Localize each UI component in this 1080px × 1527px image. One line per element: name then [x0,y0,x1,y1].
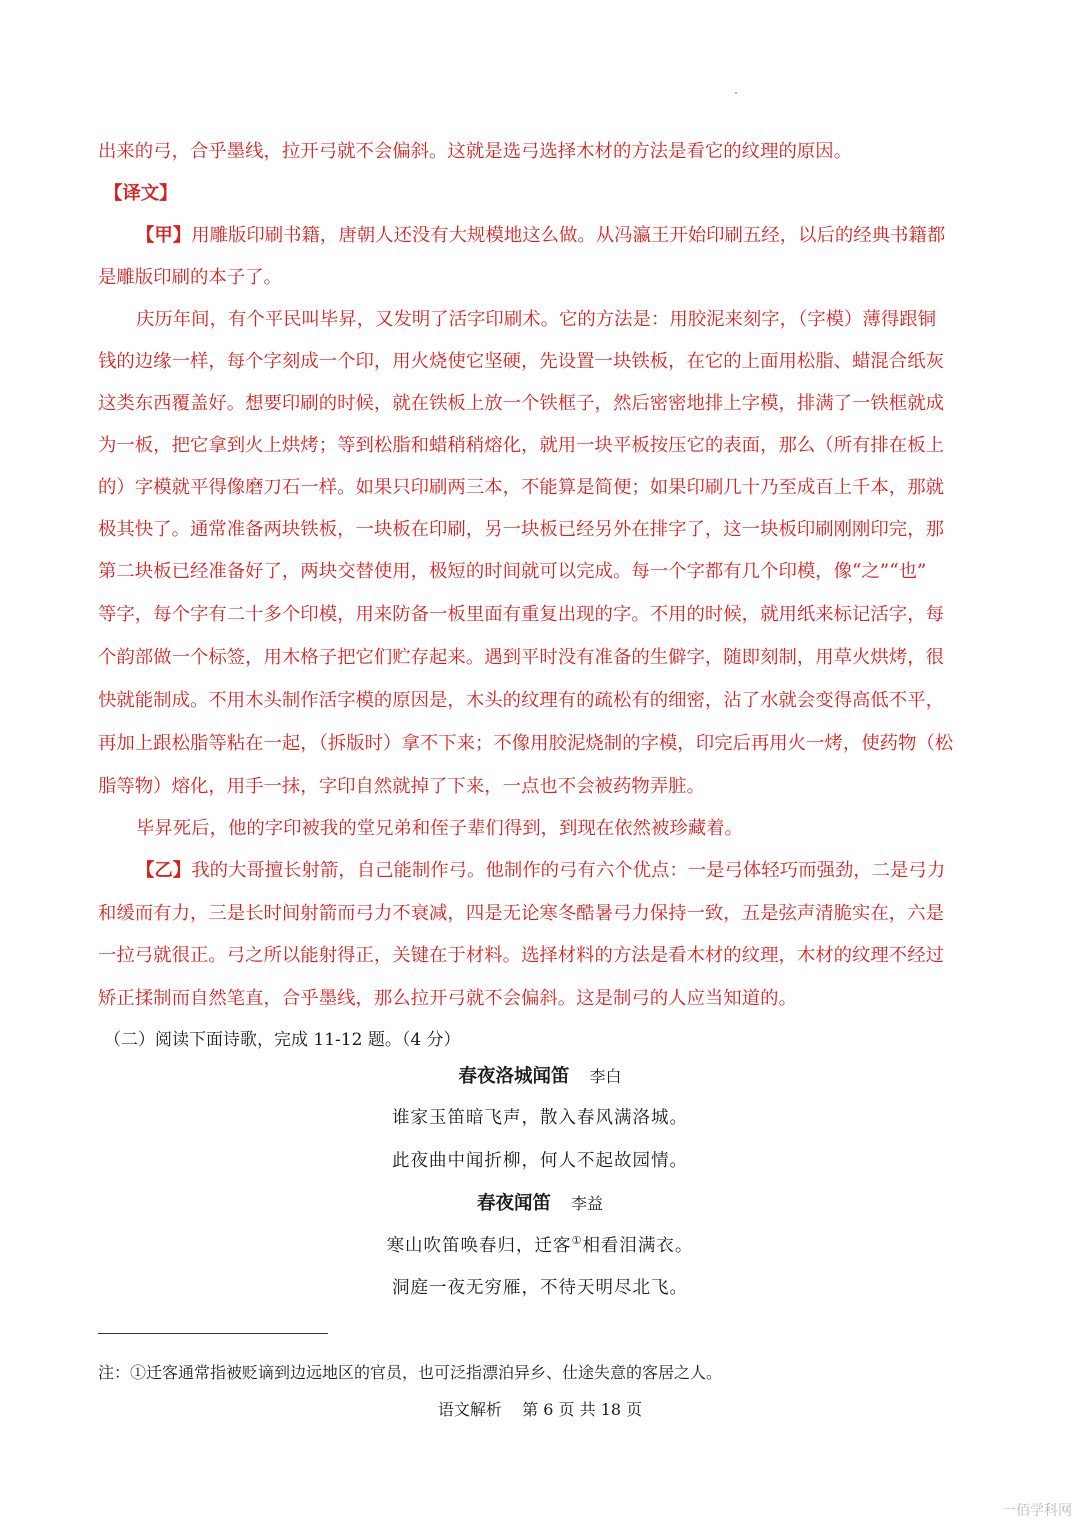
para2-line-3: 这类东西覆盖好。想要印刷的时候，就在铁板上放一个铁框子，然后密密地排上字模，排满了一铁框就成 [98,393,944,414]
poem-1-heading [0,1062,1080,1088]
watermark: 一佰学科网 [1002,1503,1072,1519]
para2-line-6: 极其快了。通常准备两块铁板，一块板在印刷，另一块板已经另外在排字了，这一块板印刷刚刚印完，那 [98,519,944,540]
yi-tag: 【乙】 [136,860,192,881]
para3-line: 毕昇死后，他的字印被我的堂兄弟和侄子辈们得到，到现在依然被珍藏着。 [136,818,743,839]
para2-line-9: 个韵部做一个标签，用木格子把它们贮存起来。遇到平时没有准备的生僻字，随即刻制，用草火烘烤，很 [98,647,944,668]
jia-tag: 【甲】 [136,225,192,246]
poem-2-line-1-b: 相看泪满衣。 [582,1236,694,1256]
yi-paragraph-line-3: 一拉弓就很正。弓之所以能射得正，关键在于材料。选择材料的方法是看木材的纹理，木材的纹理不经过 [98,945,944,966]
poem-2-line-1 [0,1232,1080,1257]
para2-line-8: 等字，每个字有二十多个印模，用来防备一板里面有重复出现的字。不用的时候，就用纸来标记活字，每 [98,604,944,625]
poem-2-heading [0,1189,1080,1215]
poem-1-title: 春夜洛城闻笛 [458,1066,570,1087]
speck-mark [735,92,737,94]
poem-1-author: 李白 [589,1067,622,1086]
para2-line-10: 快就能制成。不用木头制作活字模的原因是，木头的纹理有的疏松有的细密，沾了水就会变得高低不平， [98,690,944,711]
jia-paragraph-line-1 [136,224,988,248]
para2-line-7: 第二块板已经准备好了，两块交替使用，极短的时间就可以完成。每一个字都有几个印模，像“之”“也” [98,561,927,582]
yi-text-line-1: 我的大哥擅长射箭，自己能制作弓。他制作的弓有六个优点：一是弓体轻巧而强劲，二是弓力 [191,860,946,881]
poem-2-title: 春夜闻笛 [476,1193,551,1214]
yi-paragraph-line-4: 矫正揉制而自然笔直，合乎墨线，那么拉开弓就不会偏斜。这是制弓的人应当知道的。 [98,988,797,1009]
page-footer: 语文解析 第 6 页 共 18 页 [437,1400,643,1419]
poem-1-line-2: 此夜曲中闻折柳，何人不起故园情。 [392,1151,688,1171]
intro-line: 出来的弓，合乎墨线，拉开弓就不会偏斜。这就是选弓选择木材的方法是看它的纹理的原因。 [98,141,853,162]
footnote-marker: ① [571,1234,583,1248]
para2-line-1: 庆历年间，有个平民叫毕昇，又发明了活字印刷术。它的方法是：用胶泥来刻字，（字模）薄得跟铜 [136,309,936,330]
jia-text-line-1: 用雕版印刷书籍，唐朝人还没有大规模地这么做。从冯瀛王开始印刷五经，以后的经典书籍都 [191,225,946,246]
poem-2-line-1-a: 寒山吹笛唤春归，迁客 [386,1236,572,1256]
poem-1-line-1: 谁家玉笛暗飞声，散入春风满洛城。 [392,1108,688,1128]
para2-line-5: 的）字模就平得像磨刀石一样。如果只印刷两三本，不能算是简便；如果印刷几十乃至成百上千本，那就 [98,477,944,498]
poem-2-author: 李益 [571,1194,604,1213]
footnote-divider [98,1333,328,1334]
poem-2-line-2: 洞庭一夜无穷雁，不待天明尽北飞。 [392,1278,688,1298]
section-2-heading: （二）阅读下面诗歌，完成 11-12 题。（4 分） [104,1030,461,1050]
para2-line-4: 为一板，把它拿到火上烘烤；等到松脂和蜡稍稍熔化，就用一块平板按压它的表面，那么（所有排在板上 [98,435,944,456]
para2-line-12: 脂等物）熔化，用手一抹，字印自然就掉了下来，一点也不会被药物弄脏。 [98,776,705,797]
yi-paragraph-line-2: 和缓而有力，三是长时间射箭而弓力不衰减，四是无论寒冬酷暑弓力保持一致，五是弦声清脆实在，六是 [98,903,944,924]
jia-paragraph-line-2: 是雕版印刷的本子了。 [98,267,282,288]
yi-paragraph-line-1 [136,859,988,883]
para2-line-11: 再加上跟松脂等粘在一起，（拆版时）拿不下来；不像用胶泥烧制的字模，印完后再用火一烤，使药物（松 [98,733,954,754]
translation-heading: 【译文】 [104,183,178,204]
footnote: 注：①迁客通常指被贬谪到边远地区的官员，也可泛指漂泊异乡、仕途失意的客居之人。 [98,1363,723,1382]
para2-line-2: 钱的边缘一样，每个字刻成一个印，用火烧使它坚硬，先设置一块铁板，在它的上面用松脂、蜡混合纸灰 [98,351,944,372]
